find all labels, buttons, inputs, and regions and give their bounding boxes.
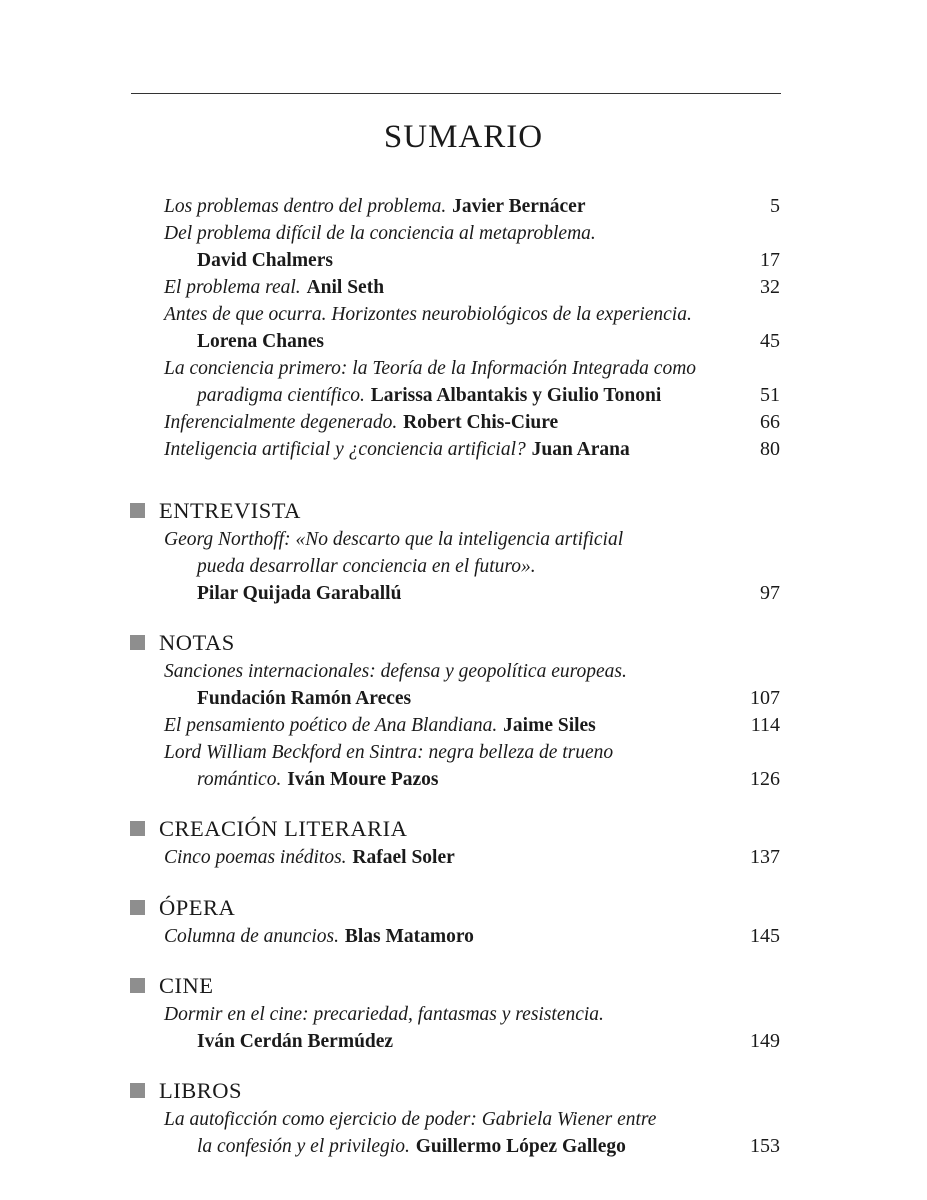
toc-line[interactable] [164,766,780,793]
toc-line[interactable] [164,274,780,301]
section-heading-label: CREACIÓN LITERARIA [159,816,408,841]
entry-author: Blas Matamoro [344,926,474,947]
entry-author: Jaime Siles [503,715,596,736]
section-cine [159,971,780,1055]
square-bullet-icon [130,821,145,836]
section-heading-label: ENTREVISTA [159,498,301,523]
entry-author: Iván Moure Pazos [287,769,439,790]
entry-page: 17 [760,249,780,271]
toc-line[interactable] [164,553,780,580]
entry-page: 145 [750,925,780,947]
top-rule [131,93,781,94]
entry-title: Del problema difícil de la conciencia al metaproblema. [164,223,596,244]
entry-title: Inferencialmente degenerado. [164,412,398,433]
entry-title: Inteligencia artificial y ¿conciencia artificial? [164,439,526,460]
square-bullet-icon [130,900,145,915]
toc-line[interactable] [164,409,780,436]
section-heading [130,496,780,526]
intro-entries [164,193,780,463]
square-bullet-icon [130,635,145,650]
toc-line[interactable] [164,220,780,247]
square-bullet-icon [130,1083,145,1098]
entry-title: paradigma científico. [197,385,365,406]
toc-line[interactable] [164,436,780,463]
toc-line[interactable] [164,1106,780,1133]
entry-title: La conciencia primero: la Teoría de la Información Integrada como [164,358,697,379]
section-heading [130,893,780,923]
toc-line[interactable] [164,739,780,766]
toc-line[interactable] [164,923,780,950]
entry-title: Lord William Beckford en Sintra: negra belleza de trueno [164,742,614,763]
entry-author: Rafael Soler [352,847,455,868]
table-of-contents [159,193,780,1160]
entry-page: 97 [760,582,780,604]
section-entrevista [159,496,780,607]
entry-page: 126 [750,768,780,790]
section-heading [130,814,780,844]
toc-line[interactable] [164,580,780,607]
section-heading-label: LIBROS [159,1078,243,1103]
section-libros [159,1076,780,1160]
entry-author: Guillermo López Gallego [415,1136,626,1157]
toc-line[interactable] [164,355,780,382]
entry-page: 80 [760,438,780,460]
toc-line[interactable] [164,658,780,685]
entry-page: 32 [760,276,780,298]
entry-page: 107 [750,687,780,709]
entry-page: 45 [760,330,780,352]
toc-line[interactable] [164,526,780,553]
entry-author: Fundación Ramón Areces [197,688,412,709]
section-notas [159,628,780,793]
entry-title: la confesión y el privilegio. [197,1136,410,1157]
entry-title: Cinco poemas inéditos. [164,847,347,868]
entry-page: 5 [770,195,780,217]
entry-author: Lorena Chanes [197,331,324,352]
entry-author: Javier Bernácer [452,196,586,217]
section-heading [130,1076,780,1106]
section-heading-label: ÓPERA [159,895,236,920]
entry-title: El pensamiento poético de Ana Blandiana. [164,715,498,736]
toc-line[interactable] [164,1133,780,1160]
section-heading-label: CINE [159,973,214,998]
square-bullet-icon [130,978,145,993]
toc-line[interactable] [164,382,780,409]
entry-title: Sanciones internacionales: defensa y geopolítica europeas. [164,661,627,682]
entry-title: La autoficción como ejercicio de poder: Gabriela Wiener entre [164,1109,657,1130]
entry-title: Dormir en el cine: precariedad, fantasmas y resistencia. [164,1004,604,1025]
entry-page: 66 [760,411,780,433]
toc-line[interactable] [164,712,780,739]
entry-author: Pilar Quijada Garaballú [197,583,402,604]
entry-author: David Chalmers [197,250,333,271]
entry-title: Antes de que ocurra. Horizontes neurobiológicos de la experiencia. [164,304,692,325]
entry-page: 149 [750,1030,780,1052]
entry-page: 137 [750,846,780,868]
square-bullet-icon [130,503,145,518]
entry-title: pueda desarrollar conciencia en el futuro». [197,556,536,577]
section-opera [159,893,780,950]
toc-line[interactable] [164,685,780,712]
entry-author: Iván Cerdán Bermúdez [197,1031,394,1052]
section-heading [130,628,780,658]
entry-author: Juan Arana [531,439,630,460]
entry-author: Larissa Albantakis y Giulio Tononi [370,385,662,406]
entry-title: Los problemas dentro del problema. [164,196,447,217]
entry-title: romántico. [197,769,282,790]
section-creacion-literaria [159,814,780,871]
toc-line[interactable] [164,844,780,871]
page-title: SUMARIO [383,119,544,155]
toc-line[interactable] [164,328,780,355]
entry-page: 153 [750,1135,780,1157]
entry-author: Robert Chis-Ciure [403,412,559,433]
entry-page: 114 [750,714,780,736]
entry-title: Columna de anuncios. [164,926,339,947]
section-heading [130,971,780,1001]
entry-title: El problema real. [164,277,301,298]
toc-line[interactable] [164,301,780,328]
entry-author: Anil Seth [306,277,385,298]
toc-line[interactable] [164,247,780,274]
entry-title: Georg Northoff: «No descarto que la inteligencia artificial [164,529,624,550]
toc-line[interactable] [164,1028,780,1055]
section-heading-label: NOTAS [159,630,235,655]
entry-page: 51 [760,384,780,406]
toc-line[interactable] [164,193,780,220]
toc-line[interactable] [164,1001,780,1028]
